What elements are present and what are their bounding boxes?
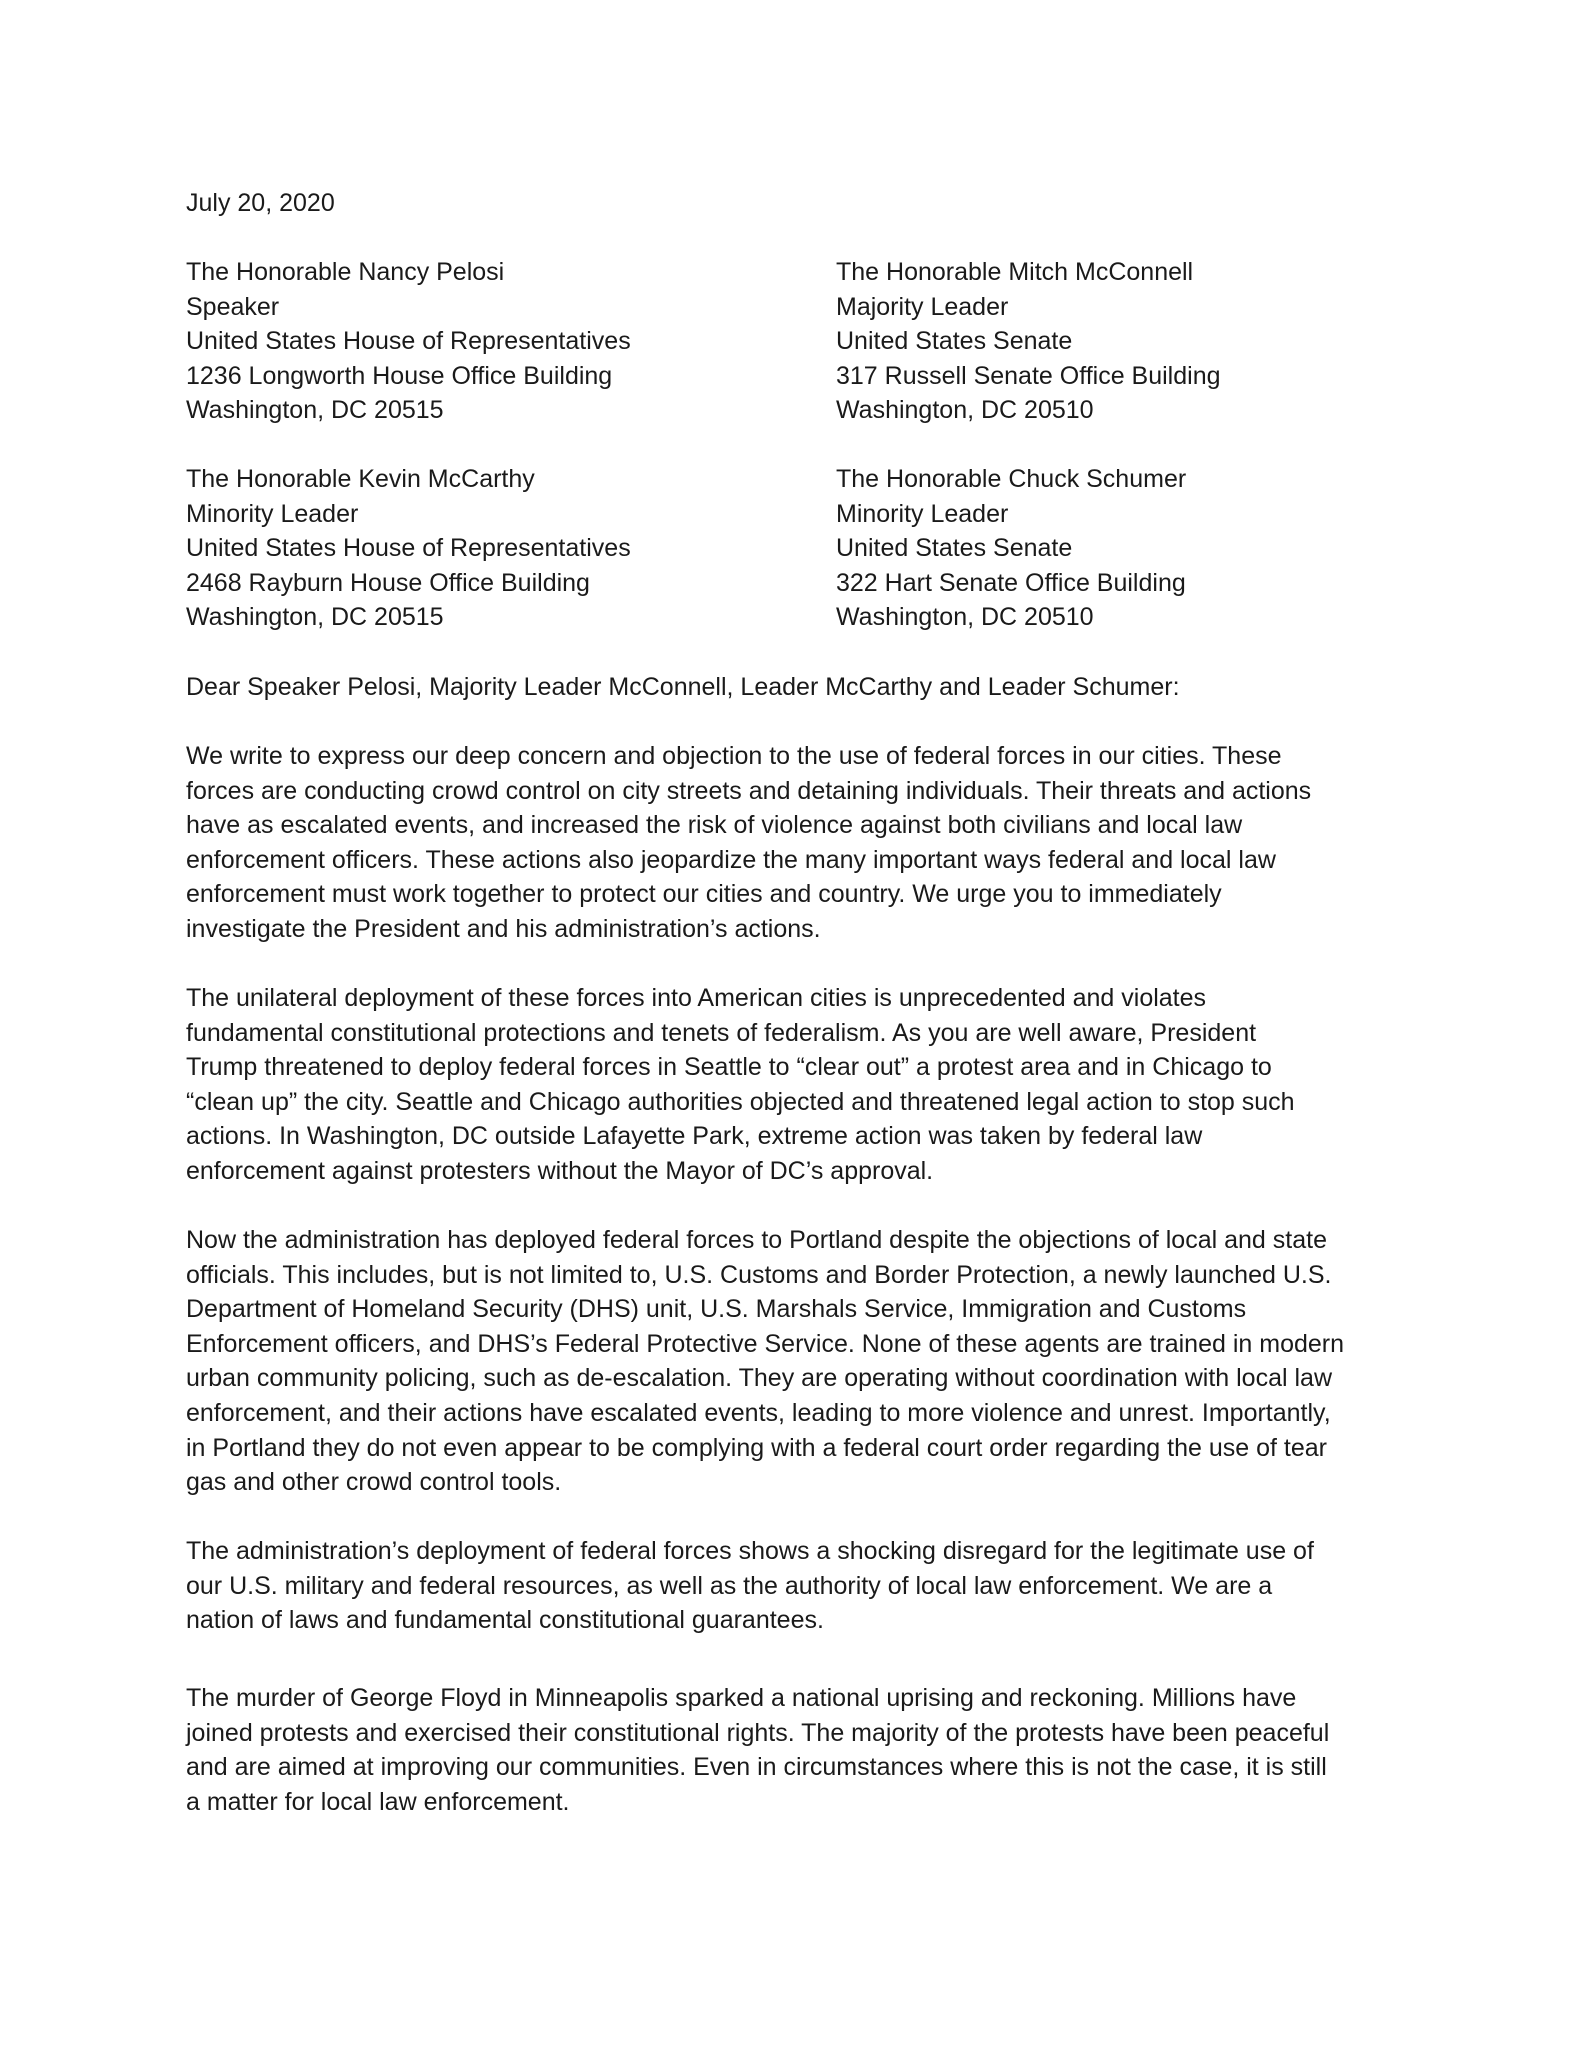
- recipient-body: United States House of Representatives: [186, 534, 631, 563]
- recipient-block-schumer: [836, 462, 1186, 635]
- text-line: “clean up” the city. Seattle and Chicago authorities objected and threatened legal action to stop such: [186, 1087, 1295, 1116]
- recipient-body: United States Senate: [836, 534, 1073, 563]
- paragraph-portland: [186, 1223, 1416, 1500]
- text-line: fundamental constitutional protections and tenets of federalism. As you are well aware, President: [186, 1018, 1257, 1047]
- recipient-city: Washington, DC 20515: [186, 396, 444, 425]
- recipient-title: Minority Leader: [186, 499, 359, 528]
- paragraph-disregard: [186, 1534, 1416, 1638]
- text-line: gas and other crowd control tools.: [186, 1468, 562, 1497]
- recipient-office: 1236 Longworth House Office Building: [186, 361, 613, 390]
- text-line: forces are conducting crowd control on city streets and detaining individuals. Their threats and actions: [186, 776, 1312, 805]
- text-line: officials. This includes, but is not limited to, U.S. Customs and Border Protection, a newly launched U.S.: [186, 1260, 1332, 1289]
- recipient-name: The Honorable Kevin McCarthy: [186, 465, 535, 493]
- text-line: The murder of George Floyd in Minneapolis sparked a national uprising and reckoning. Millions have: [186, 1684, 1297, 1712]
- recipient-city: Washington, DC 20510: [836, 396, 1094, 425]
- text-line: our U.S. military and federal resources, as well as the authority of local law enforcement. We are a: [186, 1571, 1273, 1600]
- recipient-name: The Honorable Mitch McConnell: [836, 258, 1194, 286]
- salutation: Dear Speaker Pelosi, Majority Leader McConnell, Leader McCarthy and Leader Schumer:: [186, 673, 1180, 701]
- text-line: enforcement against protesters without the Mayor of DC’s approval.: [186, 1156, 934, 1185]
- text-line: in Portland they do not even appear to be complying with a federal court order regarding the use of tear: [186, 1433, 1327, 1462]
- recipient-body: United States Senate: [836, 327, 1073, 356]
- recipient-block-pelosi: [186, 255, 631, 428]
- recipient-block-mcconnell: [836, 255, 1221, 428]
- text-line: enforcement must work together to protect our cities and country. We urge you to immediately: [186, 880, 1222, 909]
- recipient-block-mccarthy: [186, 462, 631, 635]
- recipient-name: The Honorable Nancy Pelosi: [186, 258, 505, 286]
- recipient-title: Speaker: [186, 292, 280, 321]
- text-line: Now the administration has deployed federal forces to Portland despite the objections of local and state: [186, 1226, 1327, 1254]
- recipient-body: United States House of Representatives: [186, 327, 631, 356]
- recipient-name: The Honorable Chuck Schumer: [836, 465, 1187, 493]
- letter-date: July 20, 2020: [186, 189, 335, 217]
- text-line: enforcement, and their actions have escalated events, leading to more violence and unrest. Importantly,: [186, 1398, 1331, 1427]
- text-line: Department of Homeland Security (DHS) unit, U.S. Marshals Service, Immigration and Customs: [186, 1295, 1247, 1324]
- text-line: investigate the President and his administration’s actions.: [186, 914, 821, 943]
- text-line: actions. In Washington, DC outside Lafayette Park, extreme action was taken by federal law: [186, 1122, 1203, 1151]
- text-line: We write to express our deep concern and objection to the use of federal forces in our cities. These: [186, 742, 1282, 770]
- text-line: nation of laws and fundamental constitutional guarantees.: [186, 1606, 824, 1635]
- text-line: a matter for local law enforcement.: [186, 1787, 570, 1816]
- recipient-title: Majority Leader: [836, 292, 1009, 321]
- recipient-city: Washington, DC 20515: [186, 603, 444, 632]
- text-line: and are aimed at improving our communities. Even in circumstances where this is not the case, it is still: [186, 1753, 1327, 1782]
- text-line: The unilateral deployment of these forces into American cities is unprecedented and violates: [186, 984, 1207, 1012]
- text-line: joined protests and exercised their constitutional rights. The majority of the protests have been peaceful: [186, 1718, 1330, 1747]
- recipient-city: Washington, DC 20510: [836, 603, 1094, 632]
- text-line: have as escalated events, and increased the risk of violence against both civilians and local law: [186, 811, 1243, 840]
- text-line: urban community policing, such as de-escalation. They are operating without coordination with local law: [186, 1364, 1332, 1393]
- recipient-office: 322 Hart Senate Office Building: [836, 568, 1186, 597]
- text-line: Enforcement officers, and DHS’s Federal Protective Service. None of these agents are trained in modern: [186, 1329, 1345, 1358]
- paragraph-george-floyd: [186, 1681, 1416, 1819]
- recipient-title: Minority Leader: [836, 499, 1009, 528]
- text-line: enforcement officers. These actions also jeopardize the many important ways federal and local law: [186, 845, 1276, 874]
- paragraph-concern: [186, 739, 1416, 947]
- recipient-office: 317 Russell Senate Office Building: [836, 361, 1221, 390]
- paragraph-unilateral-deployment: [186, 981, 1416, 1189]
- text-line: Trump threatened to deploy federal forces in Seattle to “clear out” a protest area and in Chicago to: [186, 1053, 1272, 1082]
- recipient-office: 2468 Rayburn House Office Building: [186, 568, 590, 597]
- text-line: The administration’s deployment of federal forces shows a shocking disregard for the legitimate use of: [186, 1537, 1314, 1565]
